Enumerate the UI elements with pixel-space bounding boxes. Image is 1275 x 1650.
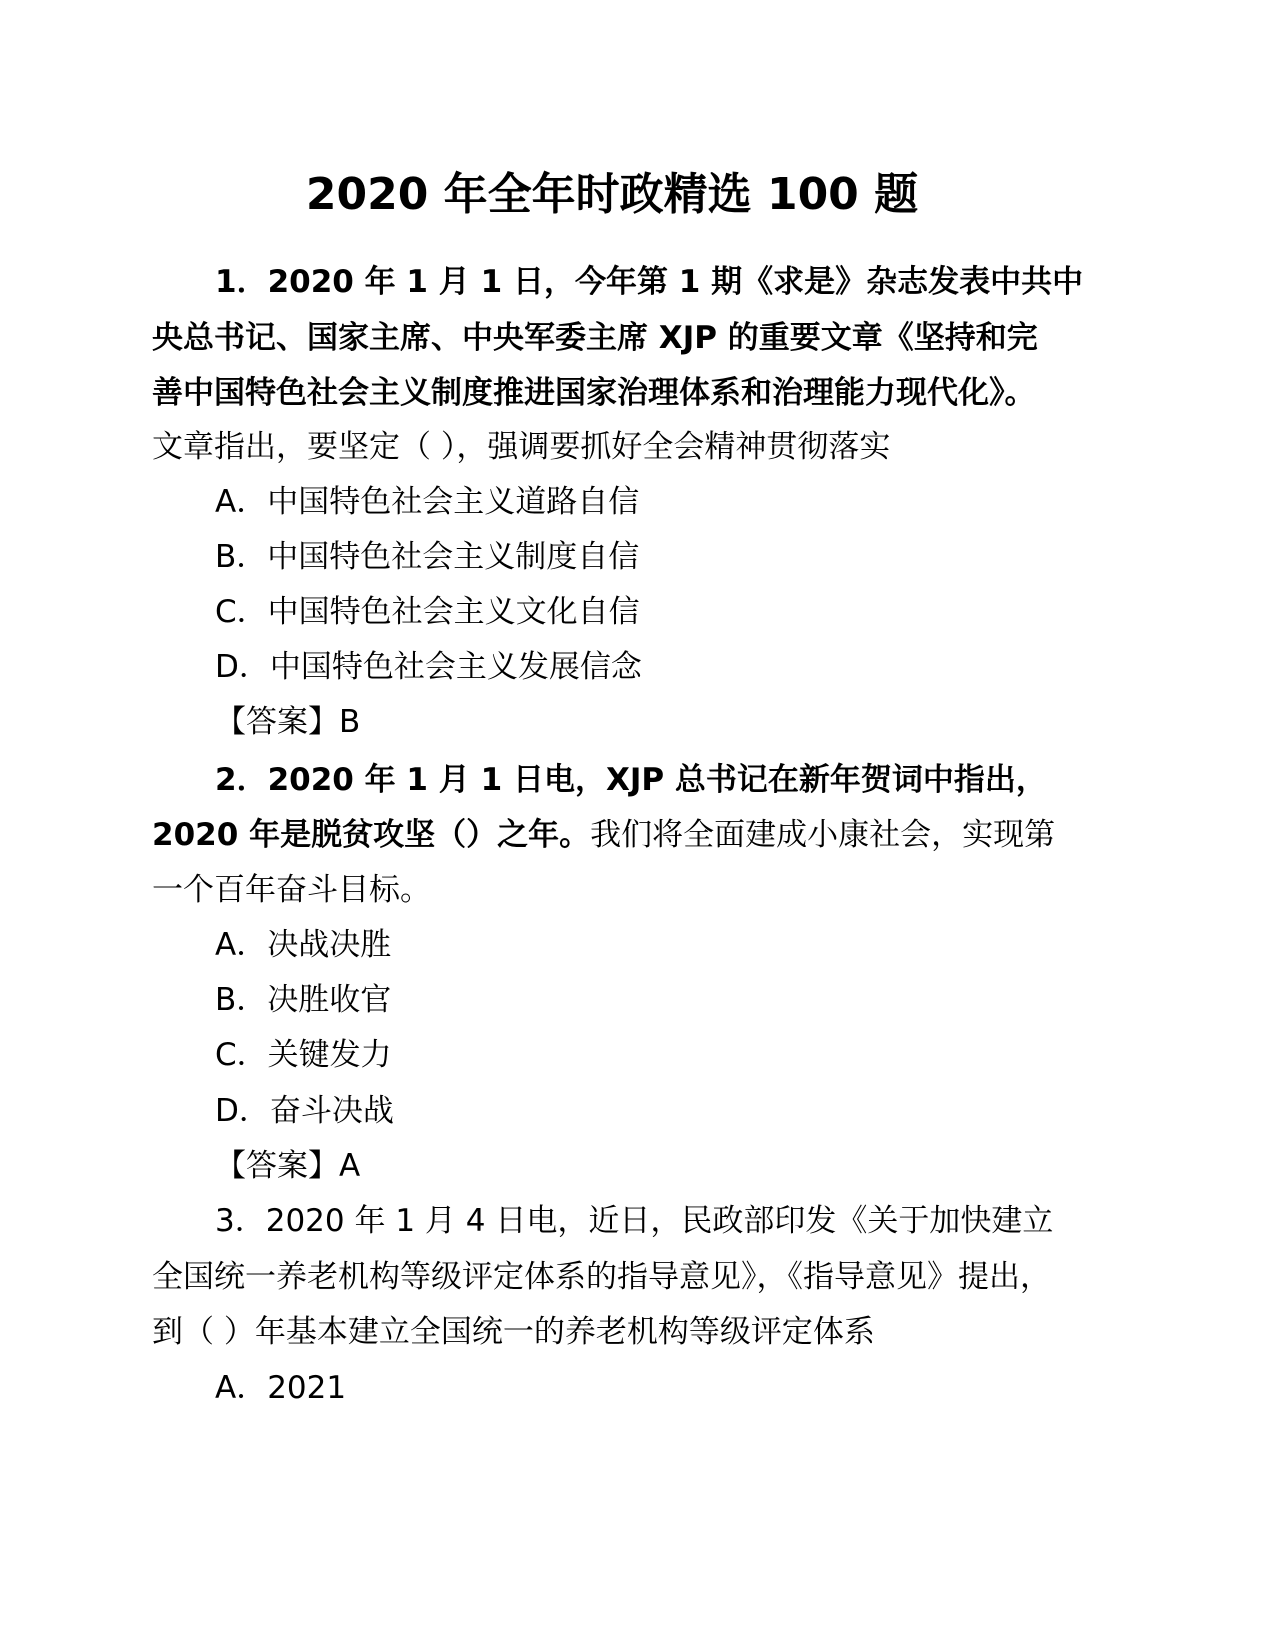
question-1-option-b: B．中国特色社会主义制度自信 (215, 539, 640, 575)
question-2-stem-line-1: 2．2020 年 1 月 1 日电，XJP 总书记在新年贺词中指出， (215, 762, 1047, 798)
document-title: 2020 年全年时政精选 100 题 (305, 169, 919, 220)
question-2-option-b: B．决胜收官 (215, 982, 392, 1018)
question-2-stem-line-2 (152, 815, 1055, 855)
question-2-option-d: D．奋斗决战 (215, 1093, 394, 1129)
question-1-option-c: C．中国特色社会主义文化自信 (215, 594, 640, 630)
question-2-option-a: A．决战决胜 (215, 927, 392, 963)
question-2-stem-normal-part: 我们将全面建成小康社会，实现第 (590, 817, 1056, 853)
question-2-stem-line-3: 一个百年奋斗目标。 (152, 872, 431, 908)
question-1-stem-line-1: 1．2020 年 1 月 1 日，今年第 1 期《求是》杂志发表中共中 (215, 264, 1084, 300)
question-2-stem-bold-part: 2020 年是脱贫攻坚（）之年。 (152, 817, 591, 853)
question-2-option-c: C．关键发力 (215, 1037, 392, 1073)
question-1-stem-line-3: 善中国特色社会主义制度推进国家治理体系和治理能力现代化》。 (152, 375, 1036, 411)
question-3-stem-line-2: 全国统一养老机构等级评定体系的指导意见》，《指导意见》提出， (152, 1259, 1051, 1295)
question-1-option-d: D．中国特色社会主义发展信念 (215, 649, 642, 685)
question-1-answer: 【答案】B (215, 704, 361, 740)
question-3-option-a: A．2021 (215, 1370, 347, 1406)
question-3-stem-line-3: 到（ ）年基本建立全国统一的养老机构等级评定体系 (152, 1314, 875, 1350)
question-1-stem-line-2: 央总书记、国家主席、中央军委主席 XJP 的重要文章《坚持和完 (152, 320, 1038, 356)
question-1-stem-line-4: 文章指出，要坚定（ ），强调要抓好全会精神贯彻落实 (152, 429, 891, 465)
question-3-stem-line-1: 3．2020 年 1 月 4 日电，近日，民政部印发《关于加快建立 (215, 1203, 1054, 1239)
question-1-option-a: A．中国特色社会主义道路自信 (215, 484, 640, 520)
question-2-answer: 【答案】A (215, 1148, 361, 1184)
